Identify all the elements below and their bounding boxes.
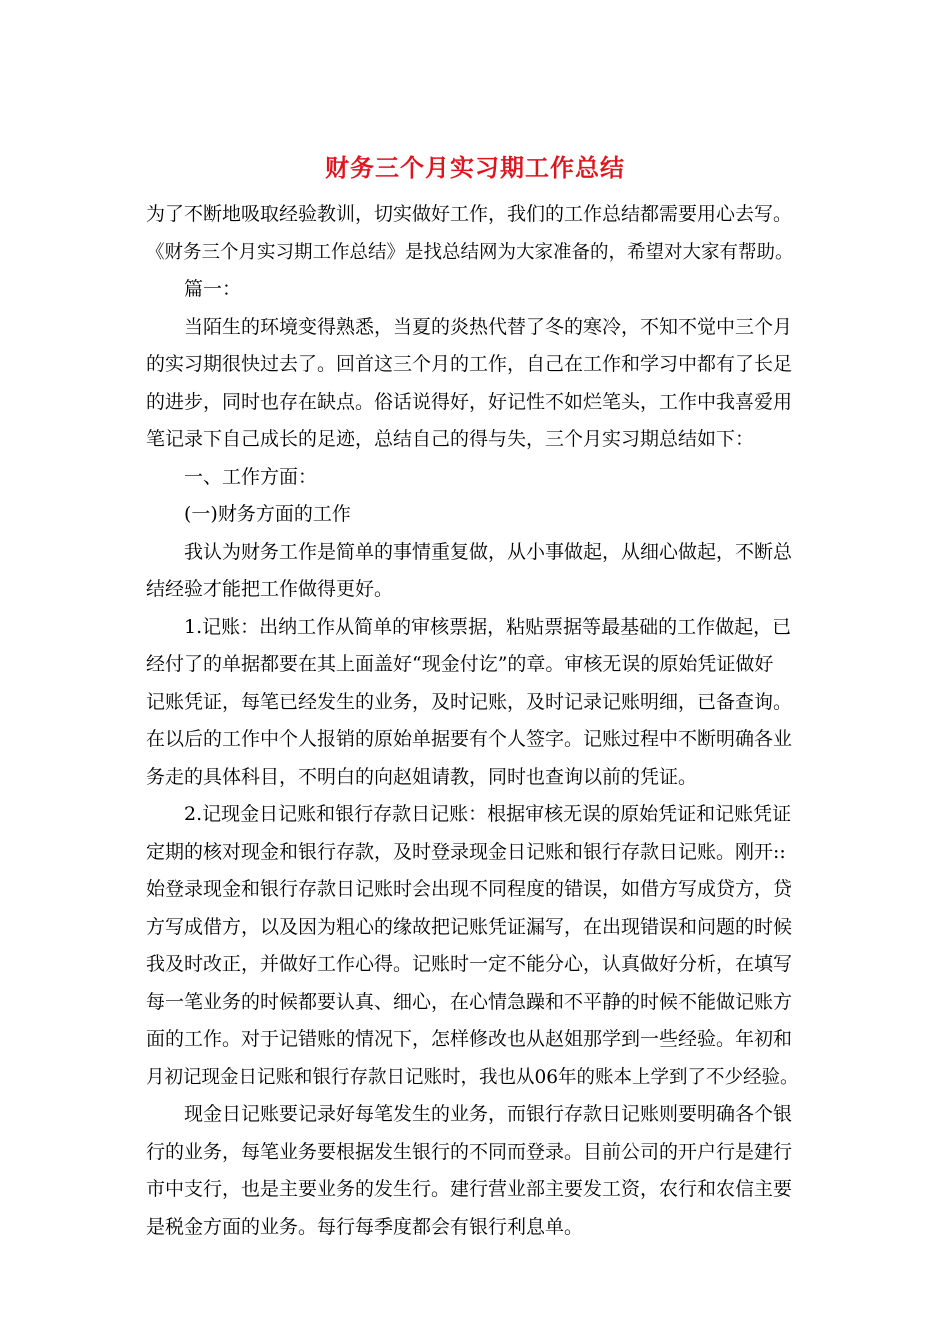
text-line: 我认为财务工作是简单的事情重复做，从小事做起，从细心做起，不断总 <box>184 540 793 563</box>
text-line: 月初记现金日记账和银行存款日记账时，我也从06年的账本上学到了不少经验。 <box>146 1066 799 1088</box>
text-line: 方写成借方，以及因为粗心的缘故把记账凭证漏写，在出现错误和问题的时候 <box>146 915 793 938</box>
text-line: 定期的核对现金和银行存款，及时登录现金日记账和银行存款日记账。刚开:: <box>146 840 786 863</box>
text-line: 经付了的单据都要在其上面盖好“现金付讫”的章。审核无误的原始凭证做好 <box>146 653 774 675</box>
text-line: 2.记现金日记账和银行存款日记账：根据审核无误的原始凭证和记账凭证 <box>184 803 792 825</box>
text-line: 结经验才能把工作做得更好。 <box>146 578 394 600</box>
text-line: (一)财务方面的工作 <box>184 503 351 525</box>
text-line: 一、工作方面： <box>184 465 318 488</box>
text-line: 记账凭证，每笔已经发生的业务，及时记账，及时记录记账明细，已备查询。 <box>146 690 793 713</box>
text-line: 现金日记账要记录好每笔发生的业务，而银行存款日记账则要明确各个银 <box>184 1103 793 1125</box>
text-line: 1.记账：出纳工作从简单的审核票据，粘贴票据等最基础的工作做起，已 <box>184 615 792 638</box>
text-line: 在以后的工作中个人报销的原始单据要有个人签字。记账过程中不断明确各业 <box>146 728 793 750</box>
text-line: 当陌生的环境变得熟悉，当夏的炎热代替了冬的寒冷，不知不觉中三个月 <box>184 315 793 338</box>
text-line: 笔记录下自己成长的足迹，总结自己的得与失，三个月实习期总结如下： <box>146 428 755 450</box>
text-line: 面的工作。对于记错账的情况下，怎样修改也从赵姐那学到一些经验。年初和 <box>146 1028 793 1050</box>
text-line: 为了不断地吸取经验教训，切实做好工作，我们的工作总结都需要用心去写。 <box>146 203 793 225</box>
text-line: 的实习期很快过去了。回首这三个月的工作，自己在工作和学习中都有了长足 <box>146 353 793 375</box>
text-line: 《财务三个月实习期工作总结》是找总结网为大家准备的，希望对大家有帮助。 <box>146 241 794 263</box>
document-title: 财务三个月实习期工作总结 <box>325 153 625 182</box>
text-line: 是税金方面的业务。每行每季度都会有银行利息单。 <box>146 1215 584 1238</box>
text-line: 行的业务，每笔业务要根据发生银行的不同而登录。目前公司的开户行是建行 <box>146 1140 793 1163</box>
text-line: 市中支行，也是主要业务的发生行。建行营业部主要发工资，农行和农信主要 <box>146 1178 793 1200</box>
text-line: 的进步，同时也存在缺点。俗话说得好，好记性不如烂笔头，工作中我喜爱用 <box>146 390 793 413</box>
document-body <box>146 196 806 1246</box>
text-line: 务走的具体科目，不明白的向赵姐请教，同时也查询以前的凭证。 <box>146 765 698 788</box>
text-line: 每一笔业务的时候都要认真、细心，在心情急躁和不平静的时候不能做记账方 <box>146 990 793 1013</box>
text-line: 始登录现金和银行存款日记账时会出现不同程度的错误，如借方写成贷方，贷 <box>146 878 793 900</box>
text-line: 篇一： <box>184 278 242 300</box>
text-line: 我及时改正，并做好工作心得。记账时一定不能分心，认真做好分析，在填写 <box>146 953 793 975</box>
